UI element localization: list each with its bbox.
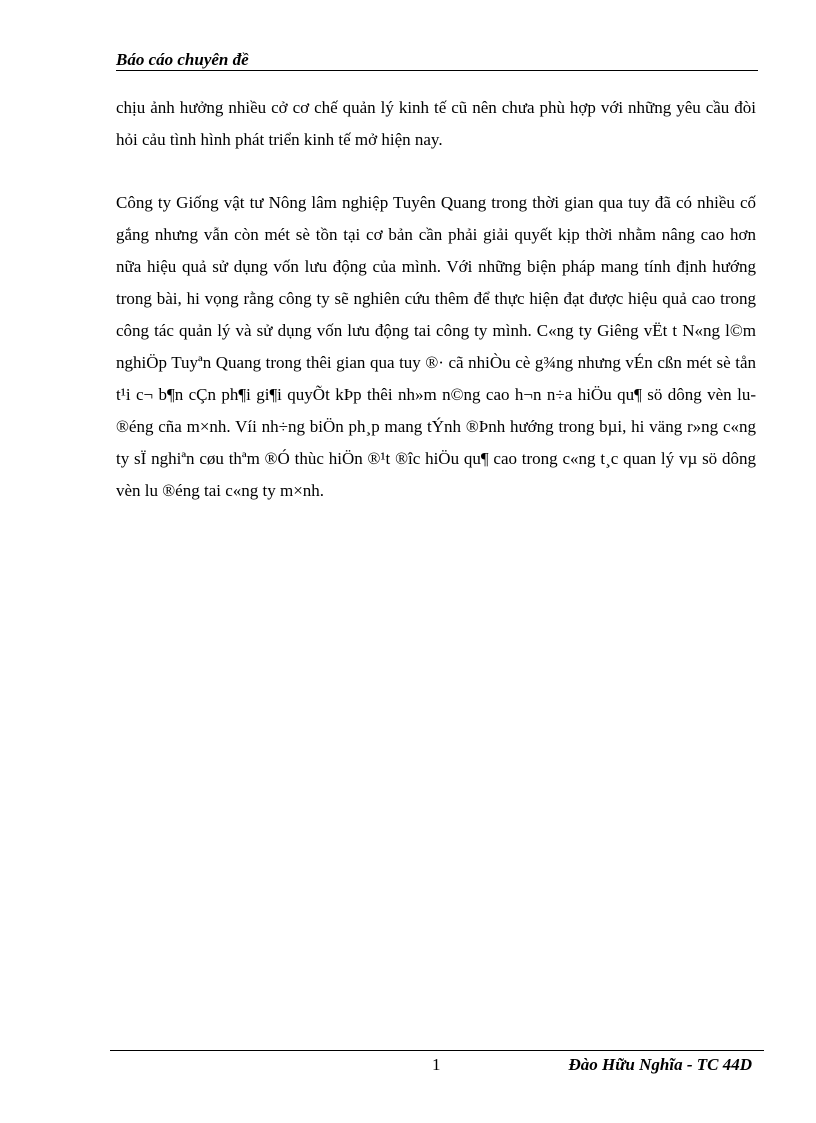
page-header [116, 48, 758, 71]
page-number: 1 [432, 1055, 441, 1074]
header-title: Báo cáo chuyên đề [116, 50, 249, 69]
body-paragraph-1: chịu ảnh hưởng nhiều cở cơ chế quản lý kinh tế cũ nên chưa phù hợp với những yêu cầu đòi hỏi cảu tình hình phát triển kinh tế mở hiện nay. [116, 98, 756, 149]
body-paragraph-2: Công ty Giống vật tư Nông lâm nghiệp Tuyên Quang trong thời gian qua tuy đã có nhiều cố gắng nhưng vẫn còn mét sè tồn tại cơ bản cần phải giải quyết kịp thời nhằm nâng cao hơn nữa hiệu quả sử dụng vốn lưu động của mình. Với những biện pháp mang tính định hướng trong bài, hi vọng rằng công ty sẽ nghiên cứu thêm để thực hiện đạt được hiệu quả cao trong công tác quản lý và sử dụng vốn lưu động tai công ty mình. C«ng ty Giêng vËt t N«ng l©m nghiÖp Tuyªn Quang trong thêi gian qua tuy ®· cã nhiÒu cè g¾ng nhưng vÉn cßn mét sè tån t¹i c¬ b¶n cÇn ph¶i gi¶i quyÕt kÞp thêi nh»m n©ng cao h¬n n÷a hiÖu qu¶ sö dông vèn lu ®éng cña m×nh. Víi nh÷ng biÖn ph¸p mang tÝnh ®Þnh hướng trong bµi, hi väng r»ng c«ng ty sÏ nghiªn cøu thªm ®Ó thùc hiÖn ®¹t ®îc hiÖu qu¶ cao trong c«ng t¸c quan lý vµ sö dông vèn lu ®éng tai c«ng ty m×nh. [116, 193, 756, 500]
footer-divider [110, 1050, 764, 1051]
document-body [116, 92, 756, 507]
footer-author: Đào Hữu Nghĩa - TC 44D [568, 1055, 752, 1074]
